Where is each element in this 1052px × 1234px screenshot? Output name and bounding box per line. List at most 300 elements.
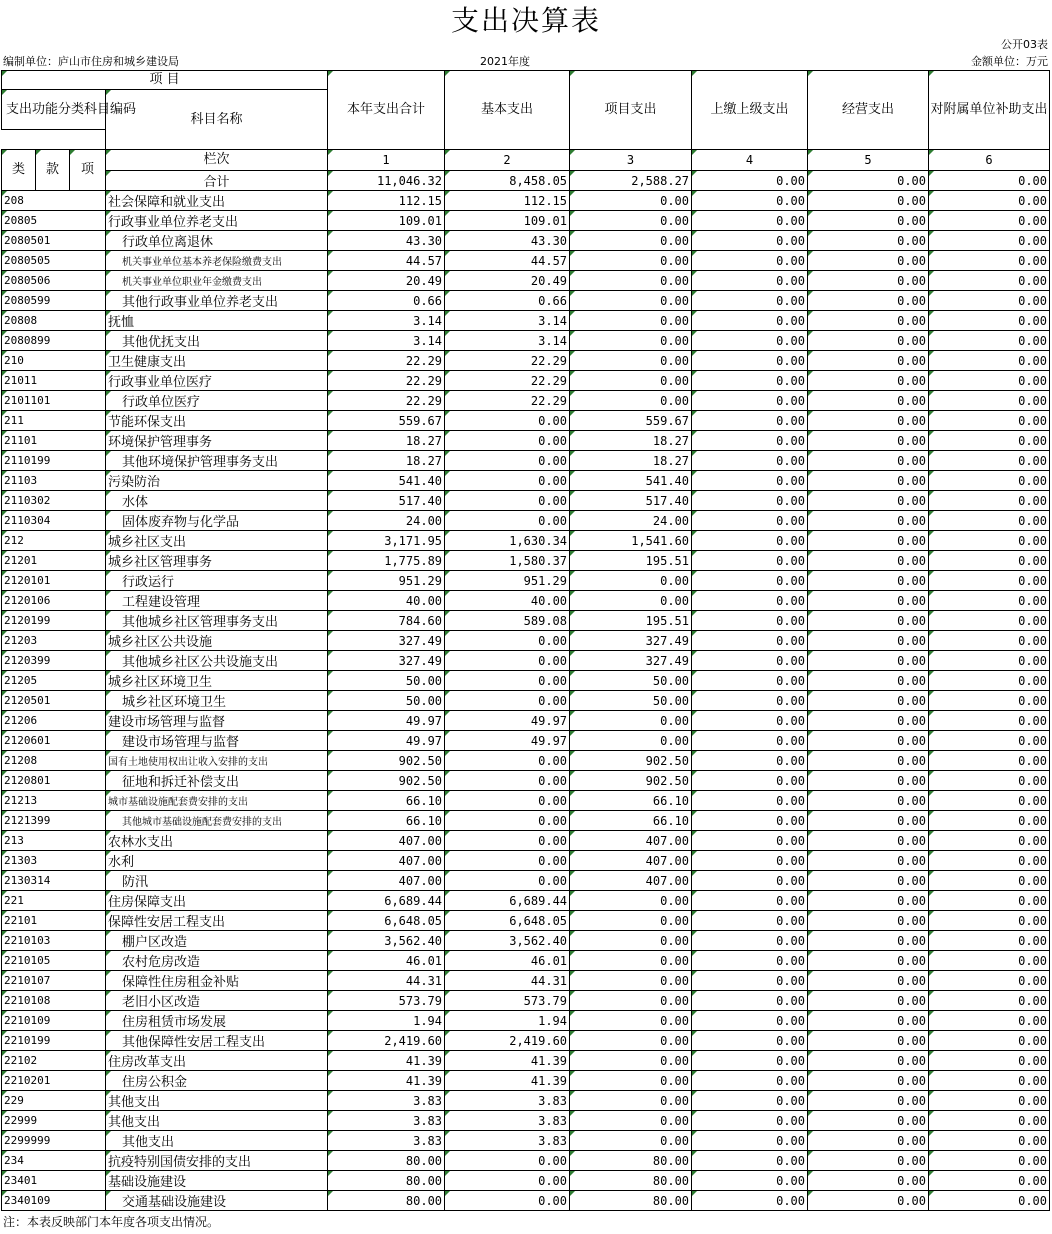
col-num: 1	[328, 150, 445, 171]
subject-name: 其他城乡社区管理事务支出	[106, 611, 328, 631]
function-code: 2210201	[2, 1071, 106, 1091]
amount-cell: 0.00	[808, 411, 929, 431]
amount-cell: 0.00	[445, 831, 570, 851]
amount-cell: 0.00	[570, 251, 692, 271]
amount-cell: 50.00	[328, 691, 445, 711]
amount-cell: 0.00	[808, 951, 929, 971]
amount-cell: 0.00	[929, 371, 1050, 391]
amount-cell: 0.00	[570, 911, 692, 931]
amount-cell: 327.49	[328, 651, 445, 671]
amount-cell: 0.00	[445, 691, 570, 711]
table-row	[2, 311, 1050, 331]
subject-name: 卫生健康支出	[106, 351, 328, 371]
amount-cell: 0.00	[808, 811, 929, 831]
table-row	[2, 271, 1050, 291]
amount-cell: 0.00	[570, 211, 692, 231]
amount-cell: 0.00	[692, 651, 808, 671]
subject-name-header: 科目名称	[106, 90, 328, 150]
table-row	[2, 631, 1050, 651]
subject-name: 抚恤	[106, 311, 328, 331]
table-row	[2, 391, 1050, 411]
amount-cell: 1,580.37	[445, 551, 570, 571]
subject-name: 住房公积金	[106, 1071, 328, 1091]
amount-cell: 80.00	[328, 1151, 445, 1171]
table-row	[2, 871, 1050, 891]
function-code: 21208	[2, 751, 106, 771]
amount-cell: 0.00	[692, 1111, 808, 1131]
amount-cell: 0.00	[808, 931, 929, 951]
table-row	[2, 291, 1050, 311]
amount-cell: 0.00	[692, 831, 808, 851]
function-code: 2101101	[2, 391, 106, 411]
table-row	[2, 691, 1050, 711]
amount-cell: 0.00	[445, 491, 570, 511]
function-code: 21011	[2, 371, 106, 391]
col-num: 2	[445, 150, 570, 171]
amount-cell: 41.39	[445, 1071, 570, 1091]
subject-name: 城乡社区支出	[106, 531, 328, 551]
amount-cell: 0.00	[570, 591, 692, 611]
amount-cell: 0.00	[692, 631, 808, 651]
amount-cell: 0.00	[570, 571, 692, 591]
total-value: 0.00	[808, 171, 929, 191]
amount-cell: 6,648.05	[445, 911, 570, 931]
amount-cell: 0.00	[692, 771, 808, 791]
amount-cell: 0.00	[929, 231, 1050, 251]
amount-cell: 0.00	[445, 1191, 570, 1211]
amount-cell: 0.00	[692, 951, 808, 971]
subject-name: 城乡社区环境卫生	[106, 691, 328, 711]
amount-cell: 80.00	[570, 1171, 692, 1191]
amount-cell: 327.49	[328, 631, 445, 651]
amount-cell: 0.00	[692, 1131, 808, 1151]
amount-cell: 0.00	[692, 811, 808, 831]
amount-cell: 22.29	[328, 371, 445, 391]
amount-cell: 2,419.60	[328, 1031, 445, 1051]
amount-cell: 50.00	[570, 671, 692, 691]
kuan-header: 款	[36, 150, 70, 191]
subject-name: 行政运行	[106, 571, 328, 591]
function-code: 2210105	[2, 951, 106, 971]
function-code: 22999	[2, 1111, 106, 1131]
amount-cell: 41.39	[328, 1051, 445, 1071]
table-row	[2, 671, 1050, 691]
table-row	[2, 571, 1050, 591]
amount-cell: 0.00	[929, 191, 1050, 211]
function-code: 208	[2, 191, 106, 211]
function-code: 2120601	[2, 731, 106, 751]
table-row	[2, 891, 1050, 911]
subject-name: 行政单位医疗	[106, 391, 328, 411]
function-code: 22101	[2, 911, 106, 931]
amount-cell: 784.60	[328, 611, 445, 631]
amount-cell: 46.01	[445, 951, 570, 971]
amount-cell: 46.01	[328, 951, 445, 971]
table-row	[2, 731, 1050, 751]
amount-cell: 0.00	[692, 531, 808, 551]
amount-cell: 40.00	[445, 591, 570, 611]
amount-cell: 407.00	[570, 831, 692, 851]
amount-cell: 0.00	[570, 1051, 692, 1071]
table-row	[2, 431, 1050, 451]
amount-cell: 0.00	[929, 471, 1050, 491]
total-label: 合计	[106, 171, 328, 191]
function-code: 2340109	[2, 1191, 106, 1211]
amount-cell: 0.00	[692, 711, 808, 731]
amount-cell: 6,648.05	[328, 911, 445, 931]
amount-cell: 22.29	[445, 371, 570, 391]
amount-cell: 40.00	[328, 591, 445, 611]
amount-cell: 3.14	[445, 331, 570, 351]
subject-name: 其他支出	[106, 1091, 328, 1111]
amount-cell: 0.00	[808, 1051, 929, 1071]
subject-name: 住房保障支出	[106, 891, 328, 911]
function-code: 2080501	[2, 231, 106, 251]
amount-cell: 22.29	[445, 391, 570, 411]
function-code: 210	[2, 351, 106, 371]
amount-cell: 0.00	[808, 291, 929, 311]
function-code: 21213	[2, 791, 106, 811]
amount-cell: 0.00	[445, 751, 570, 771]
amount-cell: 66.10	[570, 791, 692, 811]
amount-cell: 18.27	[570, 451, 692, 471]
function-code: 2210103	[2, 931, 106, 951]
amount-cell: 0.00	[929, 551, 1050, 571]
amount-cell: 0.00	[808, 211, 929, 231]
amount-cell: 0.00	[929, 491, 1050, 511]
subject-name: 住房改革支出	[106, 1051, 328, 1071]
amount-cell: 0.00	[570, 711, 692, 731]
amount-cell: 0.00	[808, 531, 929, 551]
amount-cell: 407.00	[570, 851, 692, 871]
amount-cell: 41.39	[445, 1051, 570, 1071]
amount-cell: 0.00	[570, 1111, 692, 1131]
amount-cell: 0.00	[929, 851, 1050, 871]
item-header: 项 目	[2, 71, 328, 90]
amount-cell: 3.83	[445, 1131, 570, 1151]
meta-row	[0, 55, 1052, 69]
amount-cell: 0.00	[692, 1011, 808, 1031]
amount-cell: 0.00	[929, 431, 1050, 451]
total-value: 0.00	[929, 171, 1050, 191]
amount-cell: 0.00	[808, 611, 929, 631]
function-code: 21206	[2, 711, 106, 731]
amount-cell: 0.00	[808, 471, 929, 491]
function-code: 2299999	[2, 1131, 106, 1151]
function-code: 2120106	[2, 591, 106, 611]
subject-name: 保障性安居工程支出	[106, 911, 328, 931]
amount-cell: 0.00	[808, 1031, 929, 1051]
function-code: 21303	[2, 851, 106, 871]
amount-cell: 0.00	[692, 791, 808, 811]
amount-cell: 66.10	[570, 811, 692, 831]
amount-cell: 0.00	[808, 831, 929, 851]
amount-cell: 0.00	[929, 291, 1050, 311]
amount-cell: 0.00	[929, 1091, 1050, 1111]
amount-cell: 0.00	[570, 271, 692, 291]
function-code: 20808	[2, 311, 106, 331]
col-num: 5	[808, 150, 929, 171]
amount-cell: 0.00	[445, 431, 570, 451]
col-header-basic: 基本支出	[445, 71, 570, 150]
table-row	[2, 1131, 1050, 1151]
amount-cell: 80.00	[570, 1151, 692, 1171]
amount-unit: 金额单位：万元	[971, 55, 1048, 68]
amount-cell: 0.00	[808, 591, 929, 611]
amount-cell: 0.00	[570, 1091, 692, 1111]
amount-cell: 0.00	[808, 511, 929, 531]
amount-cell: 0.00	[692, 1051, 808, 1071]
total-value: 2,588.27	[570, 171, 692, 191]
amount-cell: 0.00	[929, 931, 1050, 951]
amount-cell: 6,689.44	[328, 891, 445, 911]
table-row	[2, 251, 1050, 271]
amount-cell: 0.00	[808, 891, 929, 911]
amount-cell: 0.00	[929, 591, 1050, 611]
amount-cell: 0.00	[445, 771, 570, 791]
table-row	[2, 711, 1050, 731]
amount-cell: 0.00	[692, 451, 808, 471]
table-row	[2, 851, 1050, 871]
col-num: 4	[692, 150, 808, 171]
amount-cell: 902.50	[328, 751, 445, 771]
amount-cell: 0.00	[929, 1171, 1050, 1191]
amount-cell: 0.00	[692, 1091, 808, 1111]
table-row	[2, 811, 1050, 831]
amount-cell: 0.00	[808, 691, 929, 711]
amount-cell: 902.50	[328, 771, 445, 791]
function-code: 2080505	[2, 251, 106, 271]
page-title: 支出决算表	[450, 4, 601, 37]
amount-cell: 0.00	[929, 711, 1050, 731]
amount-cell: 0.00	[929, 971, 1050, 991]
table-row	[2, 351, 1050, 371]
amount-cell: 0.00	[808, 771, 929, 791]
amount-cell: 3.83	[328, 1091, 445, 1111]
function-code: 211	[2, 411, 106, 431]
amount-cell: 0.00	[808, 231, 929, 251]
amount-cell: 0.00	[929, 511, 1050, 531]
amount-cell: 112.15	[328, 191, 445, 211]
amount-cell: 24.00	[570, 511, 692, 531]
table-row	[2, 951, 1050, 971]
table-row	[2, 411, 1050, 431]
amount-cell: 0.00	[929, 1071, 1050, 1091]
amount-cell: 195.51	[570, 611, 692, 631]
amount-cell: 0.00	[692, 871, 808, 891]
fiscal-year: 2021年度	[480, 55, 530, 68]
lei-header: 类	[2, 150, 36, 191]
amount-cell: 0.00	[570, 991, 692, 1011]
table-row	[2, 931, 1050, 951]
function-code: 20805	[2, 211, 106, 231]
amount-cell: 0.00	[570, 971, 692, 991]
amount-cell: 0.00	[570, 891, 692, 911]
amount-cell: 0.00	[929, 1111, 1050, 1131]
amount-cell: 0.00	[692, 471, 808, 491]
amount-cell: 0.00	[692, 371, 808, 391]
amount-cell: 43.30	[328, 231, 445, 251]
amount-cell: 0.00	[445, 651, 570, 671]
amount-cell: 0.00	[692, 391, 808, 411]
amount-cell: 112.15	[445, 191, 570, 211]
subject-name: 老旧小区改造	[106, 991, 328, 1011]
amount-cell: 0.00	[808, 791, 929, 811]
table-row	[2, 1071, 1050, 1091]
amount-cell: 589.08	[445, 611, 570, 631]
total-value: 11,046.32	[328, 171, 445, 191]
table-row	[2, 911, 1050, 931]
amount-cell: 109.01	[328, 211, 445, 231]
function-code: 2080599	[2, 291, 106, 311]
amount-cell: 0.00	[570, 351, 692, 371]
amount-cell: 3.83	[445, 1111, 570, 1131]
amount-cell: 3,562.40	[328, 931, 445, 951]
amount-cell: 2,419.60	[445, 1031, 570, 1051]
amount-cell: 44.57	[445, 251, 570, 271]
amount-cell: 0.00	[570, 331, 692, 351]
amount-cell: 0.00	[929, 731, 1050, 751]
amount-cell: 0.00	[929, 1031, 1050, 1051]
table-row	[2, 371, 1050, 391]
amount-cell: 0.00	[692, 1151, 808, 1171]
amount-cell: 20.49	[328, 271, 445, 291]
table-row	[2, 231, 1050, 251]
amount-cell: 407.00	[328, 851, 445, 871]
amount-cell: 0.00	[929, 271, 1050, 291]
amount-cell: 22.29	[328, 391, 445, 411]
amount-cell: 0.00	[808, 631, 929, 651]
amount-cell: 0.00	[808, 251, 929, 271]
amount-cell: 43.30	[445, 231, 570, 251]
amount-cell: 80.00	[328, 1171, 445, 1191]
function-code: 21103	[2, 471, 106, 491]
subject-name: 征地和拆迁补偿支出	[106, 771, 328, 791]
expenditure-table	[1, 70, 1050, 1211]
amount-cell: 0.00	[692, 591, 808, 611]
function-code: 229	[2, 1091, 106, 1111]
amount-cell: 0.00	[445, 471, 570, 491]
amount-cell: 0.00	[692, 911, 808, 931]
amount-cell: 0.00	[929, 871, 1050, 891]
amount-cell: 541.40	[570, 471, 692, 491]
subject-name: 抗疫特别国债安排的支出	[106, 1151, 328, 1171]
amount-cell: 0.00	[445, 871, 570, 891]
table-row	[2, 1011, 1050, 1031]
function-code: 2130314	[2, 871, 106, 891]
amount-cell: 0.00	[929, 311, 1050, 331]
col-num: 6	[929, 150, 1050, 171]
amount-cell: 0.00	[929, 411, 1050, 431]
table-row	[2, 771, 1050, 791]
subject-name: 节能环保支出	[106, 411, 328, 431]
amount-cell: 0.00	[808, 271, 929, 291]
amount-cell: 0.00	[692, 931, 808, 951]
function-code: 2120199	[2, 611, 106, 631]
subject-name: 其他支出	[106, 1131, 328, 1151]
table-row	[2, 991, 1050, 1011]
amount-cell: 0.00	[929, 791, 1050, 811]
amount-cell: 0.00	[929, 651, 1050, 671]
amount-cell: 0.00	[692, 331, 808, 351]
amount-cell: 1,630.34	[445, 531, 570, 551]
subject-name: 其他城市基础设施配套费安排的支出	[106, 811, 328, 831]
amount-cell: 0.00	[808, 451, 929, 471]
amount-cell: 80.00	[328, 1191, 445, 1211]
amount-cell: 0.00	[445, 451, 570, 471]
amount-cell: 44.31	[328, 971, 445, 991]
amount-cell: 573.79	[328, 991, 445, 1011]
amount-cell: 0.00	[808, 971, 929, 991]
table-row	[2, 831, 1050, 851]
amount-cell: 0.00	[808, 1091, 929, 1111]
amount-cell: 0.00	[570, 231, 692, 251]
table-row	[2, 531, 1050, 551]
amount-cell: 6,689.44	[445, 891, 570, 911]
amount-cell: 0.00	[929, 891, 1050, 911]
amount-cell: 0.00	[570, 391, 692, 411]
amount-cell: 0.00	[929, 671, 1050, 691]
amount-cell: 49.97	[445, 711, 570, 731]
amount-cell: 0.00	[692, 731, 808, 751]
amount-cell: 20.49	[445, 271, 570, 291]
subject-name: 行政事业单位医疗	[106, 371, 328, 391]
function-code: 22102	[2, 1051, 106, 1071]
amount-cell: 3,562.40	[445, 931, 570, 951]
amount-cell: 0.66	[445, 291, 570, 311]
subject-name: 城乡社区环境卫生	[106, 671, 328, 691]
amount-cell: 24.00	[328, 511, 445, 531]
subject-name: 棚户区改造	[106, 931, 328, 951]
amount-cell: 0.00	[445, 631, 570, 651]
total-value: 8,458.05	[445, 171, 570, 191]
amount-cell: 22.29	[445, 351, 570, 371]
table-row	[2, 1091, 1050, 1111]
amount-cell: 0.00	[929, 611, 1050, 631]
amount-cell: 0.00	[445, 1171, 570, 1191]
amount-cell: 0.00	[570, 191, 692, 211]
xiang-header: 项	[70, 150, 106, 191]
amount-cell: 327.49	[570, 631, 692, 651]
function-code: 2210109	[2, 1011, 106, 1031]
amount-cell: 0.00	[929, 211, 1050, 231]
amount-cell: 0.00	[808, 871, 929, 891]
subject-name: 社会保障和就业支出	[106, 191, 328, 211]
amount-cell: 49.97	[445, 731, 570, 751]
amount-cell: 0.00	[929, 911, 1050, 931]
amount-cell: 0.00	[570, 311, 692, 331]
table-row	[2, 1151, 1050, 1171]
subject-name: 保障性住房租金补贴	[106, 971, 328, 991]
amount-cell: 0.00	[692, 311, 808, 331]
amount-cell: 18.27	[570, 431, 692, 451]
function-code: 2210108	[2, 991, 106, 1011]
table-row	[2, 751, 1050, 771]
amount-cell: 0.00	[692, 551, 808, 571]
function-code: 234	[2, 1151, 106, 1171]
col-header-project: 项目支出	[570, 71, 692, 150]
amount-cell: 18.27	[328, 431, 445, 451]
table-row	[2, 591, 1050, 611]
func-code-header: 支出功能分类科目编码	[2, 90, 106, 130]
table-row	[2, 211, 1050, 231]
table-row	[2, 651, 1050, 671]
amount-cell: 0.00	[808, 991, 929, 1011]
amount-cell: 0.00	[692, 491, 808, 511]
amount-cell: 0.00	[808, 751, 929, 771]
amount-cell: 0.00	[692, 1171, 808, 1191]
amount-cell: 0.00	[808, 1131, 929, 1151]
